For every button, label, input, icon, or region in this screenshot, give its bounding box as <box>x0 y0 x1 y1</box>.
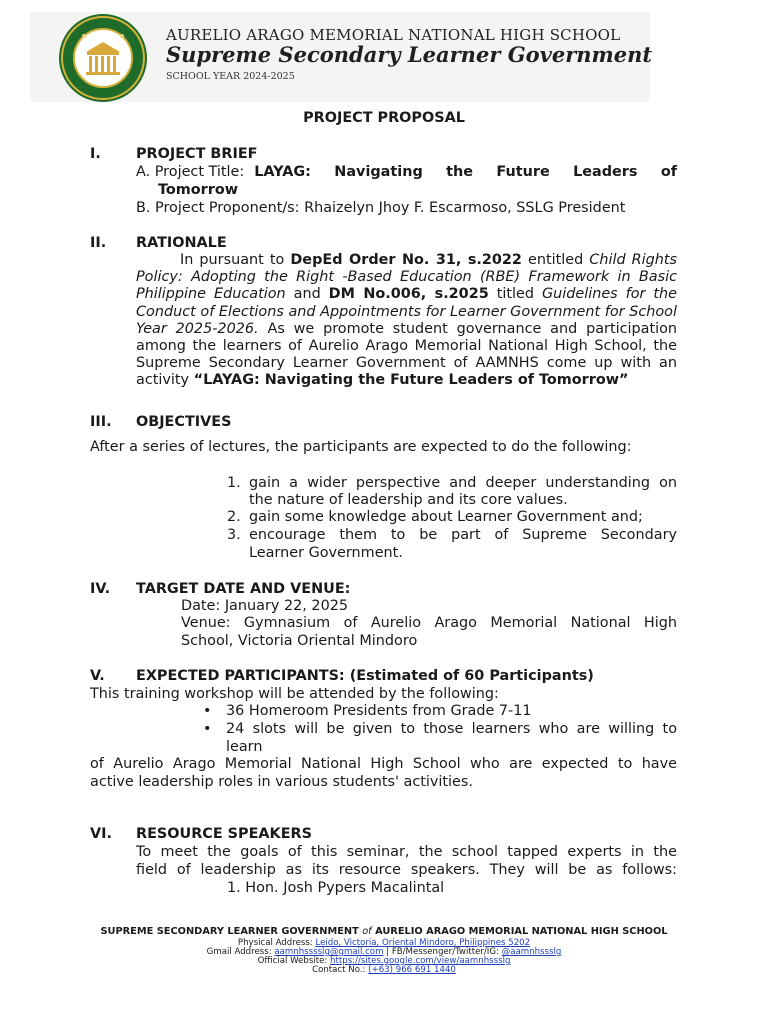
policy-title: Child Rights Policy: Adopting the Right -Based Education (RBE) Framework in Basic Philippine Education <box>136 252 678 303</box>
section-number: VI. <box>90 826 112 842</box>
event-date: Date: January 22, 2025 <box>181 598 349 614</box>
project-title-label: A. Project Title: <box>136 164 245 180</box>
project-title-value-cont: Tomorrow <box>158 182 239 198</box>
gmail-link[interactable]: aamnhsssslg@gmail.com <box>274 947 384 957</box>
footer-address: Physical Address: Leido, Victoria, Oriental Mindoro, Philippines 5202 <box>237 938 531 948</box>
objective-item: encourage them to be part of Supreme Secondary <box>249 527 677 543</box>
objective-item-cont: Learner Government. <box>249 545 403 561</box>
participants-note: of Aurelio Arago Memorial National High School who are expected to have <box>90 756 677 772</box>
speaker-item: 1. Hon. Josh Pypers Macalintal <box>227 880 445 896</box>
section-number: V. <box>90 668 105 684</box>
guidelines-title: Guidelines for the Conduct of Elections and Appointments for Learner Government for School Year 2025-2026. <box>136 286 678 337</box>
event-venue-cont: School, Victoria Oriental Mindoro <box>181 633 418 649</box>
footer-organization: SUPREME SECONDARY LEARNER GOVERNMENT of AURELIO ARAGO MEMORIAL NATIONAL HIGH SCHOOL <box>100 926 668 937</box>
deped-order-reference: DepEd Order No. 31, s.2022 <box>290 252 522 268</box>
footer-website: Official Website: https://sites.google.com/view/aamnhssslg <box>257 956 511 966</box>
speakers-intro-cont: field of leadership as its resource speakers. They will be as follows: <box>136 862 677 878</box>
school-seal-logo <box>46 12 160 104</box>
footer-contact-number: Contact No.: (+63) 966 691 1440 <box>312 965 456 975</box>
dm-reference: DM No.006, s.2025 <box>328 286 489 303</box>
participant-bullet: 36 Homeroom Presidents from Grade 7-11 <box>226 703 532 719</box>
activity-name: “LAYAG: Navigating the Future Leaders of Tomorrow” <box>193 372 629 389</box>
rationale-paragraph: In pursuant to DepEd Order No. 31, s.2022 entitled Child Rights Policy: Adopting the Right -Based Education (RBE) Framework in Basic Philippine Education and DM No.006, s.2025 titled Guidelines for the Conduct of Elections and Appointments for Learner Government for School Year 2025-2026. As we promote student governance and participation among the learners of Aurelio Arago Memorial National High School, the Supreme Secondary Learner Government of AAMNHS come up with an activity “LAYAG: Navigating the Future Leaders of Tomorrow” <box>136 252 678 389</box>
address-link[interactable]: Leido, Victoria, Oriental Mindoro, Philippines 5202 <box>315 938 531 948</box>
participant-bullet: 24 slots will be given to those learners who are willing to <box>226 721 677 737</box>
objective-item-cont: the nature of leadership and its core values. <box>249 492 568 508</box>
social-link[interactable]: @aamnhssslg <box>501 947 562 957</box>
participant-bullet-cont: learn <box>226 739 263 755</box>
footer-contacts: Gmail Address: aamnhsssslg@gmail.com | FB/Messenger/Twitter/IG: @aamnhssslg <box>206 947 562 957</box>
section-title-rationale: RATIONALE <box>136 235 227 251</box>
project-proponent-row <box>136 200 625 218</box>
project-proponent-label: B. Project Proponent/s: <box>136 200 300 216</box>
section-title-objectives: OBJECTIVES <box>136 414 232 430</box>
speakers-intro: To meet the goals of this seminar, the school tapped experts in the <box>136 844 677 860</box>
objectives-intro: After a series of lectures, the participants are expected to do the following: <box>90 439 632 455</box>
section-number: I. <box>90 146 101 162</box>
organization-name: Supreme Secondary Learner Government <box>166 42 653 67</box>
website-link[interactable]: https://sites.google.com/view/aamnhssslg <box>330 956 511 966</box>
objective-number: 1. <box>227 475 241 491</box>
event-venue: Venue: Gymnasium of Aurelio Arago Memorial National High <box>181 615 677 631</box>
school-year: SCHOOL YEAR 2024-2025 <box>166 71 295 82</box>
section-number: II. <box>90 235 107 251</box>
section-number: IV. <box>90 581 111 597</box>
objective-number: 2. <box>227 509 241 525</box>
objective-item: gain some knowledge about Learner Government and; <box>249 509 643 525</box>
project-title-row <box>136 164 677 182</box>
objective-item: gain a wider perspective and deeper understanding on <box>249 475 677 491</box>
project-title-value: LAYAG: Navigating the Future Leaders of <box>254 164 677 180</box>
section-title-target-date-venue: TARGET DATE AND VENUE: <box>136 581 351 597</box>
document-title: PROJECT PROPOSAL <box>303 110 465 126</box>
section-title-resource-speakers: RESOURCE SPEAKERS <box>136 826 312 842</box>
section-number: III. <box>90 414 112 430</box>
school-name: AURELIO ARAGO MEMORIAL NATIONAL HIGH SCHOOL <box>166 26 621 44</box>
section-title-project-brief: PROJECT BRIEF <box>136 146 258 162</box>
bullet-icon: • <box>203 703 212 719</box>
participants-note-cont: active leadership roles in various students' activities. <box>90 774 473 790</box>
project-proponent-value: Rhaizelyn Jhoy F. Escarmoso, SSLG President <box>304 200 626 216</box>
contact-number-link[interactable]: (+63) 966 691 1440 <box>368 965 456 975</box>
bullet-icon: • <box>203 721 212 737</box>
section-title-expected-participants: EXPECTED PARTICIPANTS: (Estimated of 60 Participants) <box>136 668 594 684</box>
participants-intro: This training workshop will be attended by the following: <box>90 686 499 702</box>
objective-number: 3. <box>227 527 241 543</box>
